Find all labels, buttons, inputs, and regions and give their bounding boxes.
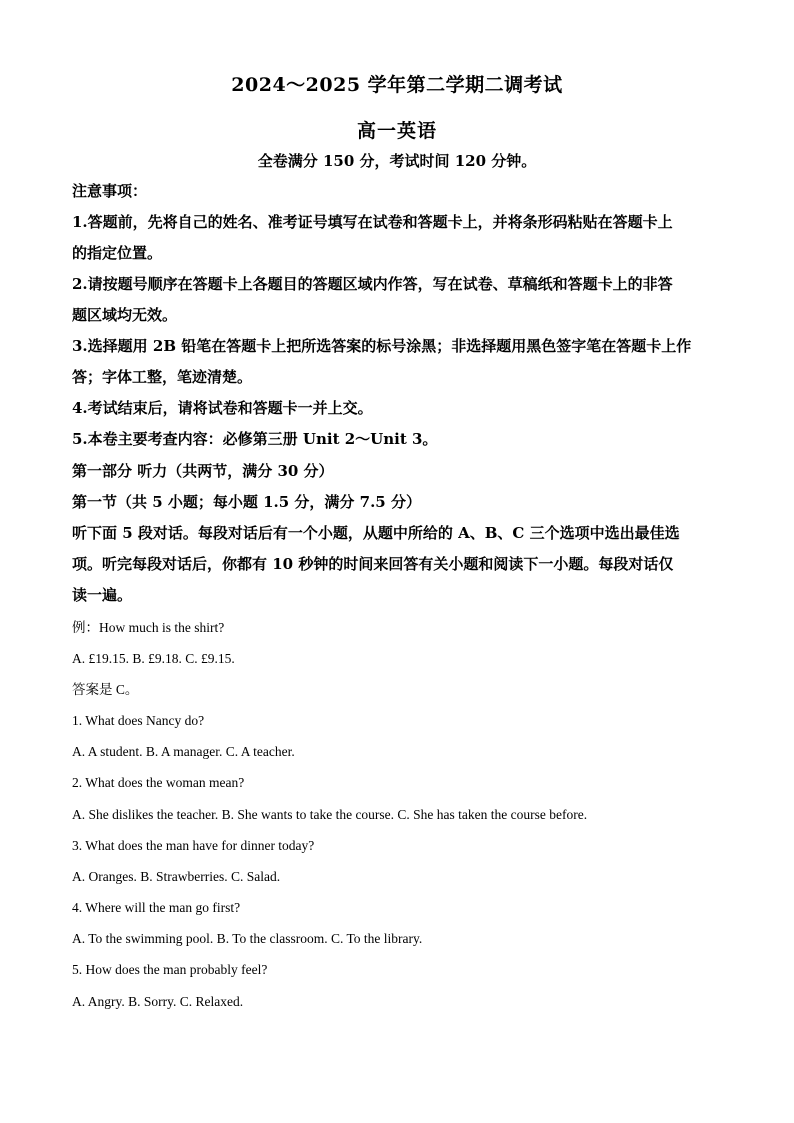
example-question: 例：How much is the shirt? (72, 620, 225, 635)
note-item-4: 4.考试结束后，请将试卷和答题卡一并上交。 (72, 399, 373, 417)
instructions-line-3: 读一遍。 (72, 586, 133, 604)
question-5: 5. How does the man probably feel? (72, 962, 268, 977)
question-2-options: A. She dislikes the teacher. B. She wants to take the course. C. She has taken the course before. (72, 807, 588, 822)
note-item-2-line-1: 2.请按题号顺序在答题卡上各题目的答题区域内作答，写在试卷、草稿纸和答题卡上的非答 (72, 275, 673, 293)
question-1: 1. What does Nancy do? (72, 713, 205, 728)
part1-heading: 第一部分 听力（共两节，满分 30 分） (72, 462, 334, 480)
note-item-2-line-2: 题区域均无效。 (72, 306, 178, 324)
note-item-1-line-1: 1.答题前，先将自己的姓名、准考证号填写在试卷和答题卡上，并将条形码粘贴在答题卡上 (72, 213, 673, 231)
question-2: 2. What does the woman mean? (72, 775, 245, 790)
question-3: 3. What does the man have for dinner today? (72, 838, 315, 853)
note-item-1-line-2: 的指定位置。 (72, 244, 163, 262)
question-1-options: A. A student. B. A manager. C. A teacher. (72, 744, 295, 759)
exam-subject: 高一英语 (356, 120, 437, 142)
exam-title: 2024～2025 学年第二学期二调考试 (231, 74, 563, 96)
example-options: A. £19.15. B. £9.18. C. £9.15. (72, 651, 235, 666)
instructions-line-1: 听下面 5 段对话。每段对话后有一个小题，从题中所给的 A、B、C 三个选项中选出最佳选 (72, 524, 680, 542)
section1-heading: 第一节（共 5 小题；每小题 1.5 分，满分 7.5 分） (72, 493, 421, 511)
question-3-options: A. Oranges. B. Strawberries. C. Salad. (72, 869, 281, 884)
question-4-options: A. To the swimming pool. B. To the classroom. C. To the library. (72, 931, 423, 946)
note-item-3-line-1: 3.选择题用 2B 铅笔在答题卡上把所选答案的标号涂黑；非选择题用黑色签字笔在答题卡上作 (72, 337, 692, 355)
notes-heading: 注意事项： (72, 182, 148, 200)
instructions-line-2: 项。听完每段对话后，你都有 10 秒钟的时间来回答有关小题和阅读下一小题。每段对话仅 (72, 555, 674, 573)
question-5-options: A. Angry. B. Sorry. C. Relaxed. (72, 994, 244, 1009)
question-4: 4. Where will the man go first? (72, 900, 241, 915)
example-answer: 答案是 C。 (72, 682, 139, 697)
score-info: 全卷满分 150 分，考试时间 120 分钟。 (257, 152, 537, 170)
note-item-3-line-2: 答；字体工整，笔迹清楚。 (72, 368, 253, 386)
note-item-5: 5.本卷主要考查内容：必修第三册 Unit 2～Unit 3。 (72, 430, 438, 448)
